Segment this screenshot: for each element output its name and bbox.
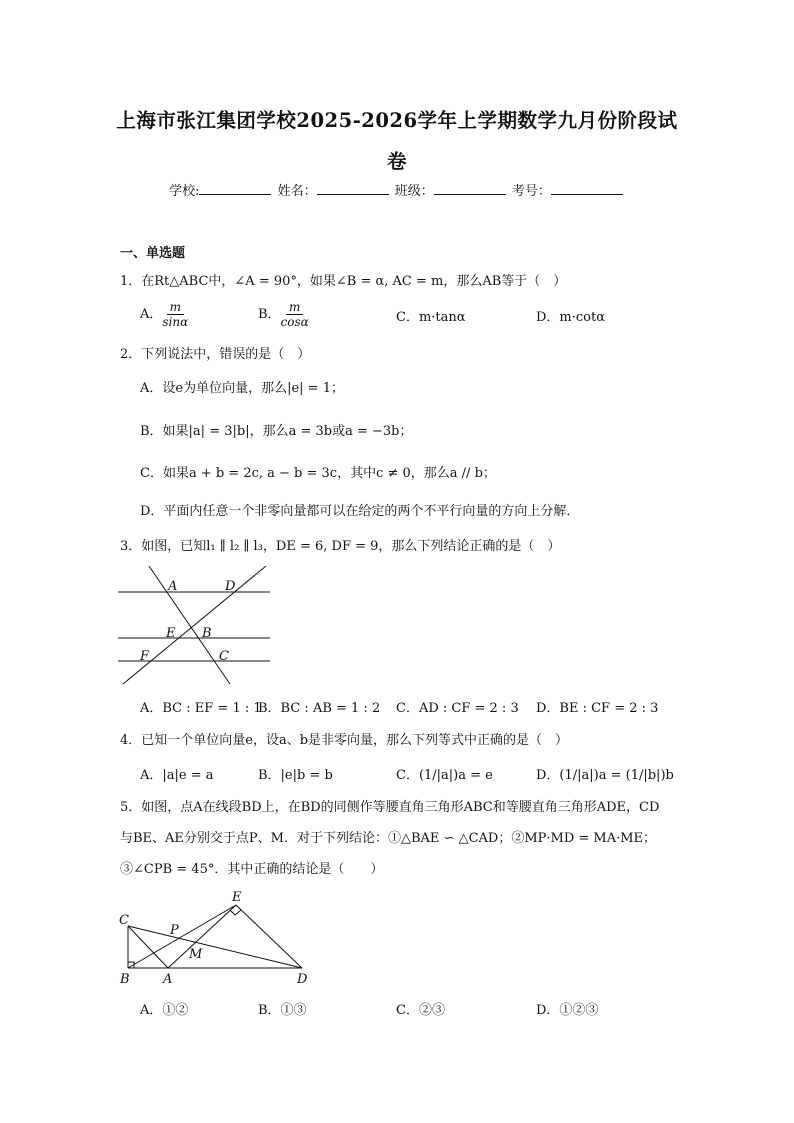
point-label-e: E <box>232 890 242 905</box>
question-3-option-d[interactable]: D．BE : CF = 2 : 3 <box>536 701 659 716</box>
question-4-option-a[interactable]: A．|a|e = a <box>140 768 214 783</box>
point-label-b: B <box>120 972 130 987</box>
number-label: 考号： <box>511 184 551 199</box>
question-2-option-a[interactable]: A．设e为单位向量，那么|e| = 1； <box>140 381 344 396</box>
segment-ed <box>236 905 302 968</box>
question-4-stem: 4．已知一个单位向量e，设a、b是非零向量，那么下列等式中正确的是（ ） <box>120 733 569 748</box>
point-label-f: F <box>140 649 150 664</box>
student-info-row <box>0 180 794 199</box>
question-4-option-c[interactable]: C．(1/|a|)a = e <box>396 768 493 783</box>
point-label-p: P <box>170 923 179 938</box>
question-2-option-b[interactable]: B．如果|a| = 3|b|，那么a = 3b或a = −3b； <box>140 424 413 439</box>
class-blank[interactable] <box>434 182 506 195</box>
denominator: cosα <box>280 315 309 329</box>
page-title: 上海市张江集团学校2025-2026学年上学期数学九月份阶段试 <box>116 109 678 132</box>
question-4-option-b[interactable]: B．|e|b = b <box>258 768 333 783</box>
point-label-c: C <box>119 913 129 928</box>
question-1-option-c[interactable]: C．m·tanα <box>396 310 466 325</box>
question-3-option-a[interactable]: A．BC : EF = 1 : 1 <box>140 701 262 716</box>
question-3-option-c[interactable]: C．AD : CF = 2 : 3 <box>396 701 519 716</box>
question-5-option-d[interactable]: D．①②③ <box>536 1003 599 1018</box>
point-label-e: E <box>166 626 176 641</box>
numerator: m <box>167 300 184 315</box>
name-label: 姓名： <box>277 184 317 199</box>
fraction <box>281 300 309 329</box>
point-label-c: C <box>219 649 229 664</box>
question-3-figure <box>118 562 278 686</box>
point-label-d: D <box>297 972 308 987</box>
transversal-d-f <box>123 566 266 684</box>
question-5-option-b[interactable]: B．①③ <box>258 1003 307 1018</box>
number-blank[interactable] <box>551 182 623 195</box>
right-angle-mark-e <box>230 910 241 915</box>
point-label-m: M <box>189 947 203 962</box>
question-1-option-d[interactable]: D．m·cotα <box>536 310 605 325</box>
question-5-option-c[interactable]: C．②③ <box>396 1003 445 1018</box>
transversal-a-c <box>149 566 230 684</box>
question-2-option-d[interactable]: D．平面内任意一个非零向量都可以在给定的两个不平行向量的方向上分解． <box>140 504 580 519</box>
class-label: 班级： <box>394 184 434 199</box>
option-label: B． <box>258 307 281 322</box>
question-1-option-a[interactable] <box>140 300 188 329</box>
name-blank[interactable] <box>317 182 389 195</box>
segment-cd <box>128 926 302 968</box>
question-3-option-b[interactable]: B．BC : AB = 1 : 2 <box>258 701 381 716</box>
question-1-stem: 1．在Rt△ABC中，∠A = 90°，如果∠B = α, AC = m，那么AB等于（ ） <box>120 274 567 289</box>
point-label-a: A <box>163 972 173 987</box>
point-label-b: B <box>202 626 212 641</box>
question-2-option-c[interactable]: C．如果a + b = 2c, a − b = 3c，其中c ≠ 0，那么a // b； <box>140 466 496 481</box>
question-1-option-b[interactable] <box>258 300 309 329</box>
school-label: 学校: <box>169 184 200 199</box>
fraction <box>162 300 188 329</box>
option-label: A． <box>140 307 163 322</box>
section-heading: 一、单选题 <box>120 246 186 261</box>
denominator: sinα <box>162 315 189 329</box>
point-label-d: D <box>225 579 236 594</box>
school-blank[interactable] <box>199 182 271 195</box>
point-label-a: A <box>168 579 178 594</box>
question-4-option-d[interactable]: D．(1/|a|)a = (1/|b|)b <box>536 768 674 783</box>
question-2-stem: 2．下列说法中，错误的是（ ） <box>120 347 311 362</box>
question-5-option-a[interactable]: A．①② <box>140 1003 189 1018</box>
question-5-figure <box>116 888 326 988</box>
segment-be <box>128 905 236 968</box>
question-3-stem: 3．如图，已知l₁ ∥ l₂ ∥ l₃，DE = 6, DF = 9，那么下列结论正确的是（ ） <box>120 539 561 554</box>
numerator: m <box>286 300 303 315</box>
page-title-continued: 卷 <box>386 150 407 173</box>
question-5-stem: 5．如图，点A在线段BD上，在BD的同侧作等腰直角三角形ABC和等腰直角三角形ADE，CD与BE、AE分别交于点P、M．对于下列结论：①△BAE ∽ △CAD；②MP·MD = MA·ME；③∠CPB = 45°．其中正确的结论是（ ） <box>120 800 660 877</box>
